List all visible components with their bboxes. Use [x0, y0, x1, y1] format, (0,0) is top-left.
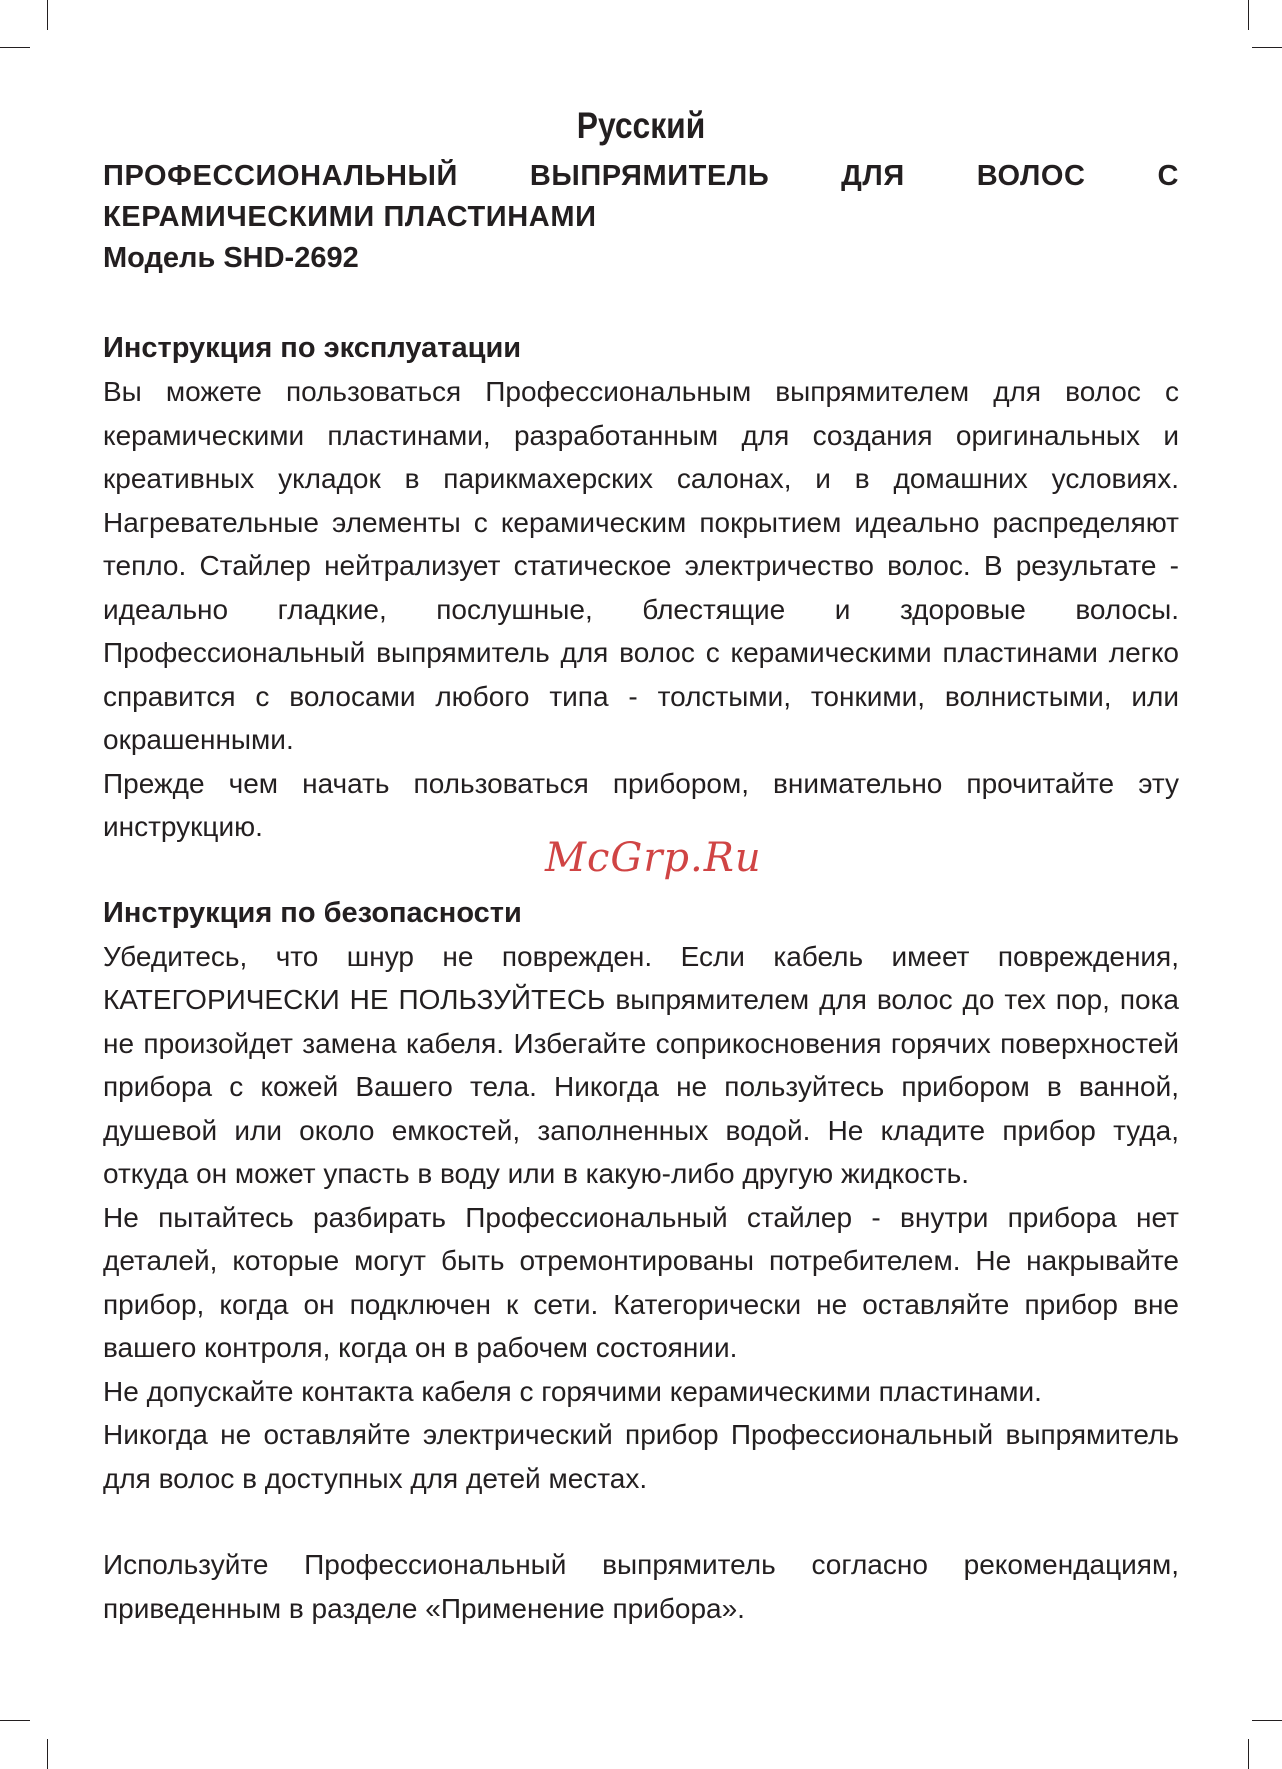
paragraph: Никогда не оставляйте электрический прибор Профессиональный выпрямитель для волос в доступных для детей местах. — [103, 1419, 1179, 1494]
model-line: Модель SHD-2692 — [103, 242, 359, 274]
crop-mark — [1248, 0, 1249, 30]
paragraph: Убедитесь, что шнур не поврежден. Если кабель имеет повреждения, КАТЕГОРИЧЕСКИ НЕ ПОЛЬЗУЙТЕСЬ выпрямителем для волос до тех пор, пока не произойдет замена кабеля. Избегайте соприкосновения горячих поверхностей прибора с кожей Вашего тела. Никогда не пользуйтесь прибором в ванной, душевой или около емкостей, заполненных водой. Не кладите прибор туда, откуда он может упасть в воду или в какую-либо другую жидкость. — [103, 940, 1179, 1189]
language-heading: Русский — [576, 105, 706, 146]
crop-mark — [0, 47, 30, 48]
section-heading: Инструкция по безопасности — [103, 896, 522, 929]
crop-mark — [47, 0, 48, 30]
watermark: McGrp.Ru — [545, 835, 762, 881]
crop-mark — [47, 1739, 48, 1769]
paragraph: Вы можете пользоваться Профессиональным выпрямителем для волос с керамическими пластинами, разработанным для создания оригинальных и креативных укладок в парикмахерских салонах, и в домашних условиях. Нагревательные элементы с керамическим покрытием идеально распределяют тепло. Стайлер нейтрализует статическое электричество волос. В результате - идеально гладкие, послушные, блестящие и здоровые волосы. Профессиональный выпрямитель для волос с керамическими пластинами легко справится с волосами любого типа - толстыми, тонкими, волнистыми, или окрашенными. — [103, 376, 1179, 755]
crop-mark — [0, 1720, 30, 1721]
safety-instructions-section — [103, 892, 1179, 1501]
paragraph: Прежде чем начать пользоваться прибором, внимательно прочитайте эту инструкцию. — [103, 767, 1179, 842]
paragraph: Не допускайте контакта кабеля с горячими керамическими пластинами. — [103, 1375, 1042, 1407]
operating-instructions-section — [103, 327, 1179, 849]
section-heading: Инструкция по эксплуатации — [103, 332, 522, 364]
spacer — [103, 1500, 1179, 1543]
crop-mark — [1248, 1739, 1249, 1769]
crop-mark — [1252, 47, 1282, 48]
paragraph: Не пытайтесь разбирать Профессиональный стайлер - внутри прибора нет деталей, которые могут быть отремонтированы потребителем. Не накрывайте прибор, когда он подключен к сети. Категорически не оставляйте прибор вне вашего контроля, когда он в рабочем состоянии. — [103, 1201, 1179, 1363]
crop-mark — [1252, 1720, 1282, 1721]
product-title: ПРОФЕССИОНАЛЬНЫЙ ВЫПРЯМИТЕЛЬ ДЛЯ ВОЛОС С КЕРАМИЧЕСКИМИ ПЛАСТИНАМИ — [103, 160, 1179, 233]
closing-paragraph: Используйте Профессиональный выпрямитель согласно рекомендациям, приведенным в разделе «Применение прибора». — [103, 1549, 1179, 1624]
